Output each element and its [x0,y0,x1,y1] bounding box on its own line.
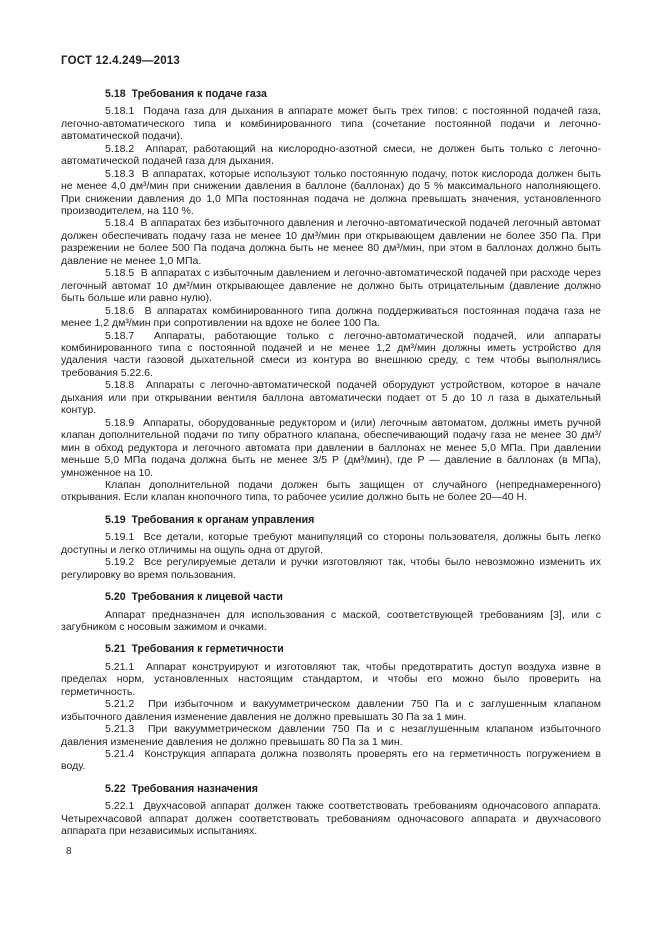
paragraph: 5.21.4 Конструкция аппарата должна позволять проверять его на герметичность погружением в воду. [61,748,601,773]
paragraph: 5.18.1 Подача газа для дыхания в аппарате может быть трех типов: с постоянной подачей газа, легочно-автоматического типа и комбинированного типа (сочетание постоянной подачи и легочно-автоматической подачи). [61,105,601,143]
section-heading: 5.19 Требования к органам управления [105,513,315,526]
paragraph: 5.19.2 Все регулируемые детали и ручки изготовляют так, чтобы было невозможно изменить их регулировку во время пользования. [61,556,601,581]
section-heading: 5.18 Требования к подаче газа [105,88,267,100]
section-heading: 5.20 Требования к лицевой части [105,591,283,604]
paragraph: 5.21.3 При вакуумметрическом давлении 750 Па и с незаглушенным клапаном избыточного давления изменение давления не должно превышать 80 Па за 1 мин. [61,723,601,748]
paragraph: Клапан дополнительной подачи должен быть защищен от случайного (непреднамеренного) открывания. Если клапан кнопочного типа, то рабочее усилие должно быть не более 20—40 Н. [61,479,601,504]
paragraph: 5.18.8 Аппараты с легочно-автоматической подачей оборудуют устройством, которое в начале дыхания или при открывании вентиля баллона автоматически подает от 5 до 10 л газа в дыхательный контур. [61,379,601,417]
paragraph: 5.21.2 При избыточном и вакуумметрическом давлении 750 Па и с заглушенным клапаном избыточного давления изменение давления не должно превышать 30 Па за 1 мин. [61,698,601,723]
section-heading: 5.21 Требования к герметичности [105,643,284,656]
paragraph: 5.22.1 Двухчасовой аппарат должен также соответствовать требованиям одночасового аппарата. Четырехчасовой аппарат должен соответствовать требованиям одночасового аппарата и двухчасового аппарата при независимых испытаниях. [61,800,601,838]
page-number: 8 [66,846,72,857]
section-heading: 5.22 Требования назначения [105,782,258,795]
paragraph: 5.18.3 В аппаратах, которые используют только постоянную подачу, поток кислорода должен быть не менее 4,0 дм³/мин при снижении давления в баллоне (баллонах) до 5 % максимального наполняющего. При снижении давления до 1,0 МПа постоянная подача не должна превышать значения, установленного производителем, на 110 %. [61,167,601,218]
paragraph: 5.18.4 В аппаратах без избыточного давления и легочно-автоматической подачей легочный автомат должен обеспечивать подачу газа не менее 10 дм³/мин при открывающем давлении не более 350 Па. При разрежении не более 500 Па подача должна быть не менее 80 дм³/мин, при этом в баллонах должно быть давление не менее 1,0 МПа. [61,217,601,267]
paragraph: Аппарат предназначен для использования с маской, соответствующей требованиям [3], или с загубником с носовым зажимом и очками. [61,608,601,633]
paragraph: 5.18.7 Аппараты, работающие только с легочно-автоматической подачей, или аппараты комбинированного типа с постоянной подачей и не менее 1,2 дм³/мин должны иметь устройство для удаления части газовой дыхательной смеси из контура во внешнюю среду, с тем чтобы выполнялись требования 5.22.6. [61,329,601,379]
paragraph: 5.18.6 В аппаратах комбинированного типа должна поддерживаться постоянная подача газа не менее 1,2 дм³/мин при сопротивлении на вдохе не более 100 Па. [61,304,601,330]
document-sections [61,88,601,838]
paragraph: 5.21.1 Аппарат конструируют и изготовляют так, чтобы предотвратить доступ воздуха извне в пределах норм, установленных настоящим стандартом, и чтобы его можно было проверить на герметичность. [61,660,601,698]
document-code: ГОСТ 12.4.249—2013 [61,55,180,67]
paragraph: 5.18.9 Аппараты, оборудованные редуктором и (или) легочным автоматом, должны иметь ручной клапан дополнительной подачи по типу обратного клапана, обеспечивающий подачу газа не менее 30 дм³/мин в обход редуктора и легочного автомата при давлении в баллонах не менее 5,0 МПа. При давлении меньше 5,0 МПа подача должна быть не менее 3/5 P (дм³/мин), где P — давление в баллонах (в МПа), умноженное на 10. [61,416,601,479]
paragraph: 5.18.5 В аппаратах с избыточным давлением и легочно-автоматической подачей при расходе через легочный автомат 10 дм³/мин открывающее давление не должно быть отрицательным (давление должно быть больше или равно нулю). [61,267,601,305]
paragraph: 5.18.2 Аппарат, работающий на кислородно-азотной смеси, не должен быть только с легочно-автоматической подачей газа для дыхания. [61,142,601,168]
paragraph: 5.19.1 Все детали, которые требуют манипуляций со стороны пользователя, должны быть легко доступны и легко отличимы на ощупь одна от другой. [61,531,601,556]
